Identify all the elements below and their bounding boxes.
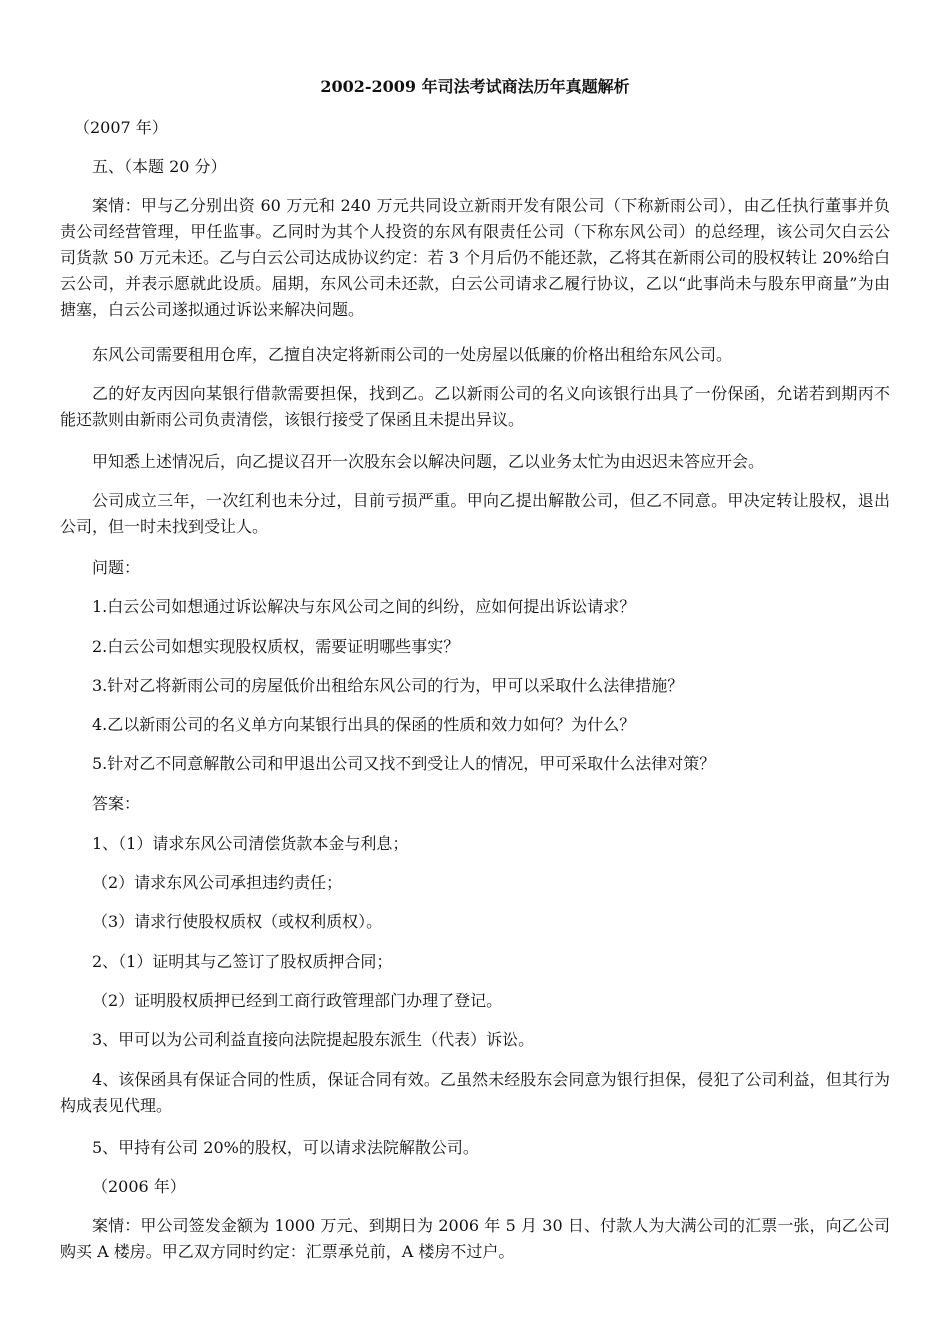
answer-item: （3）请求行使股权质权（或权利质权）。: [92, 912, 383, 931]
questions-label: 问题：: [92, 558, 141, 577]
case-paragraph-1: 案情：甲与乙分别出资 60 万元和 240 万元共同设立新雨开发有限公司（下称新雨公司），由乙任执行董事并负责公司经营管理，甲任监事。乙同时为其个人投资的东风有限责任公司（下称东风公司）的总经理，该公司欠白云公司货款 50 万元未还。乙与白云公司达成协议约定：若 3 个月后仍不能还款，乙将其在新雨公司的股权转让 20%给白云公司，并表示愿就此设质。届期，东风公司未还款，白云公司请求乙履行协议，乙以“此事尚未与股东甲商量”为由搪塞，白云公司遂拟通过诉讼来解决问题。: [60, 196, 890, 319]
year-2007-heading: （2007 年）: [74, 118, 168, 137]
answer-item: 2、（1）证明其与乙签订了股权质押合同；: [92, 952, 393, 971]
answer-item: （2）证明股权质押已经到工商行政管理部门办理了登记。: [92, 991, 503, 1010]
answer-item: （2）请求东风公司承担违约责任；: [92, 873, 343, 892]
case-paragraph-5: 公司成立三年，一次红利也未分过，目前亏损严重。甲向乙提出解散公司，但乙不同意。甲决定转让股权，退出公司，但一时未找到受让人。: [60, 491, 890, 536]
year-2006-heading: （2006 年）: [92, 1177, 186, 1196]
answer-item: 3、甲可以为公司利益直接向法院提起股东派生（代表）诉讼。: [92, 1030, 535, 1049]
question-item: 4.乙以新雨公司的名义单方向某银行出具的保函的性质和效力如何？为什么？: [92, 715, 636, 734]
question-item: 2.白云公司如想实现股权质权，需要证明哪些事实？: [92, 637, 460, 656]
answer-item: 1、（1）请求东风公司清偿货款本金与利息；: [92, 834, 409, 853]
answers-label: 答案：: [92, 794, 141, 813]
case-paragraph-2: 东风公司需要租用仓库，乙擅自决定将新雨公司的一处房屋以低廉的价格出租给东风公司。: [92, 345, 733, 364]
case-paragraph-4: 甲知悉上述情况后，向乙提议召开一次股东会以解决问题，乙以业务太忙为由迟迟未答应开会。: [92, 452, 765, 471]
question-item: 1.白云公司如想通过诉讼解决与东风公司之间的纠纷，应如何提出诉讼请求？: [92, 597, 636, 616]
question-item: 3.针对乙将新雨公司的房屋低价出租给东风公司的行为，甲可以采取什么法律措施？: [92, 676, 684, 695]
page-title: 2002-2009 年司法考试商法历年真题解析: [320, 77, 630, 96]
section-five-heading: 五、（本题 20 分）: [92, 157, 227, 176]
question-item: 5.针对乙不同意解散公司和甲退出公司又找不到受让人的情况，甲可采取什么法律对策？: [92, 754, 716, 773]
case-paragraph-3: 乙的好友丙因向某银行借款需要担保，找到乙。乙以新雨公司的名义向该银行出具了一份保函，允诺若到期丙不能还款则由新雨公司负责清偿，该银行接受了保函且未提出异议。: [60, 384, 890, 429]
answer-item: 4、该保函具有保证合同的性质，保证合同有效。乙虽然未经股东会同意为银行担保，侵犯了公司利益，但其行为构成表见代理。: [60, 1070, 890, 1115]
answer-item: 5、甲持有公司 20%的股权，可以请求法院解散公司。: [92, 1138, 479, 1157]
case-2006-paragraph: 案情：甲公司签发金额为 1000 万元、到期日为 2006 年 5 月 30 日、付款人为大满公司的汇票一张，向乙公司购买 A 楼房。甲乙双方同时约定：汇票承兑前，A 楼房不过户。: [60, 1216, 890, 1261]
